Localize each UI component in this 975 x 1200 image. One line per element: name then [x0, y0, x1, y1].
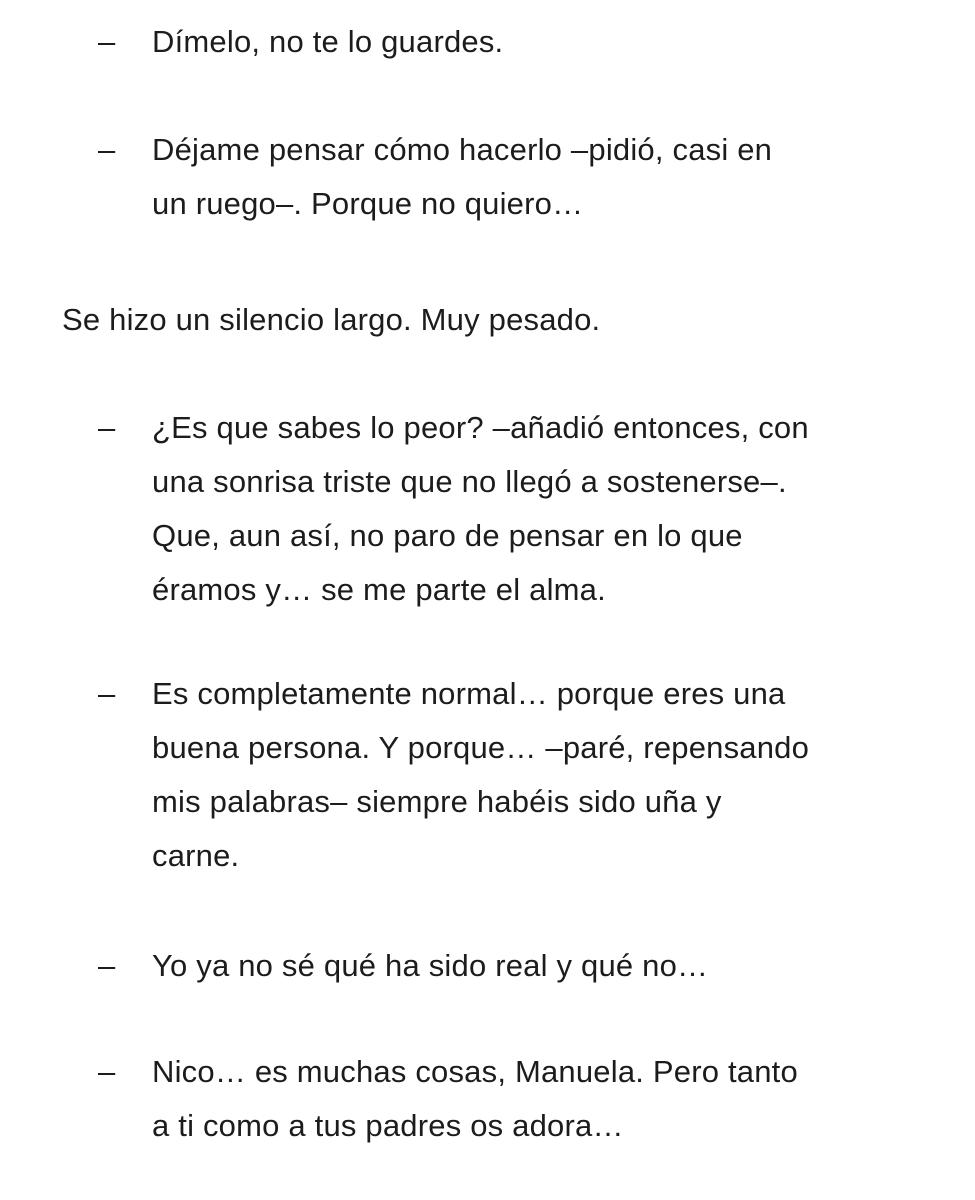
text-line: Yo ya no sé qué ha sido real y qué no…: [152, 948, 709, 983]
text-line: mis palabras– siempre habéis sido uña y: [152, 784, 722, 819]
text-line: Que, aun así, no paro de pensar en lo que: [152, 518, 743, 553]
dialogue-text: [152, 667, 952, 883]
text-line: carne.: [152, 838, 240, 873]
text-line: éramos y… se me parte el alma.: [152, 572, 606, 607]
dialogue-text: [152, 401, 952, 617]
dialogue-text: [152, 939, 952, 993]
text-line: Nico… es muchas cosas, Manuela. Pero tanto: [152, 1054, 798, 1089]
text-line: ¿Es que sabes lo peor? –añadió entonces, con: [152, 410, 809, 445]
dialogue-dash: –: [98, 676, 116, 711]
text-line: Se hizo un silencio largo. Muy pesado.: [62, 302, 601, 337]
text-line: Es completamente normal… porque eres una: [152, 676, 786, 711]
text-line: Déjame pensar cómo hacerlo –pidió, casi en: [152, 132, 773, 167]
text-line: un ruego–. Porque no quiero…: [152, 186, 584, 221]
dialogue-text: [152, 123, 952, 231]
dialogue-dash: –: [98, 410, 116, 445]
dialogue-dash: –: [98, 948, 116, 983]
dialogue-dash: –: [98, 132, 116, 167]
text-line: a ti como a tus padres os adora…: [152, 1108, 624, 1143]
text-line: Dímelo, no te lo guardes.: [152, 24, 504, 59]
text-line: una sonrisa triste que no llegó a sostenerse–.: [152, 464, 787, 499]
dialogue-dash: –: [98, 24, 116, 59]
text-line: buena persona. Y porque… –paré, repensando: [152, 730, 810, 765]
narration-paragraph: [62, 293, 942, 347]
dialogue-text: [152, 1045, 952, 1153]
dialogue-text: [152, 15, 952, 69]
dialogue-dash: –: [98, 1054, 116, 1089]
